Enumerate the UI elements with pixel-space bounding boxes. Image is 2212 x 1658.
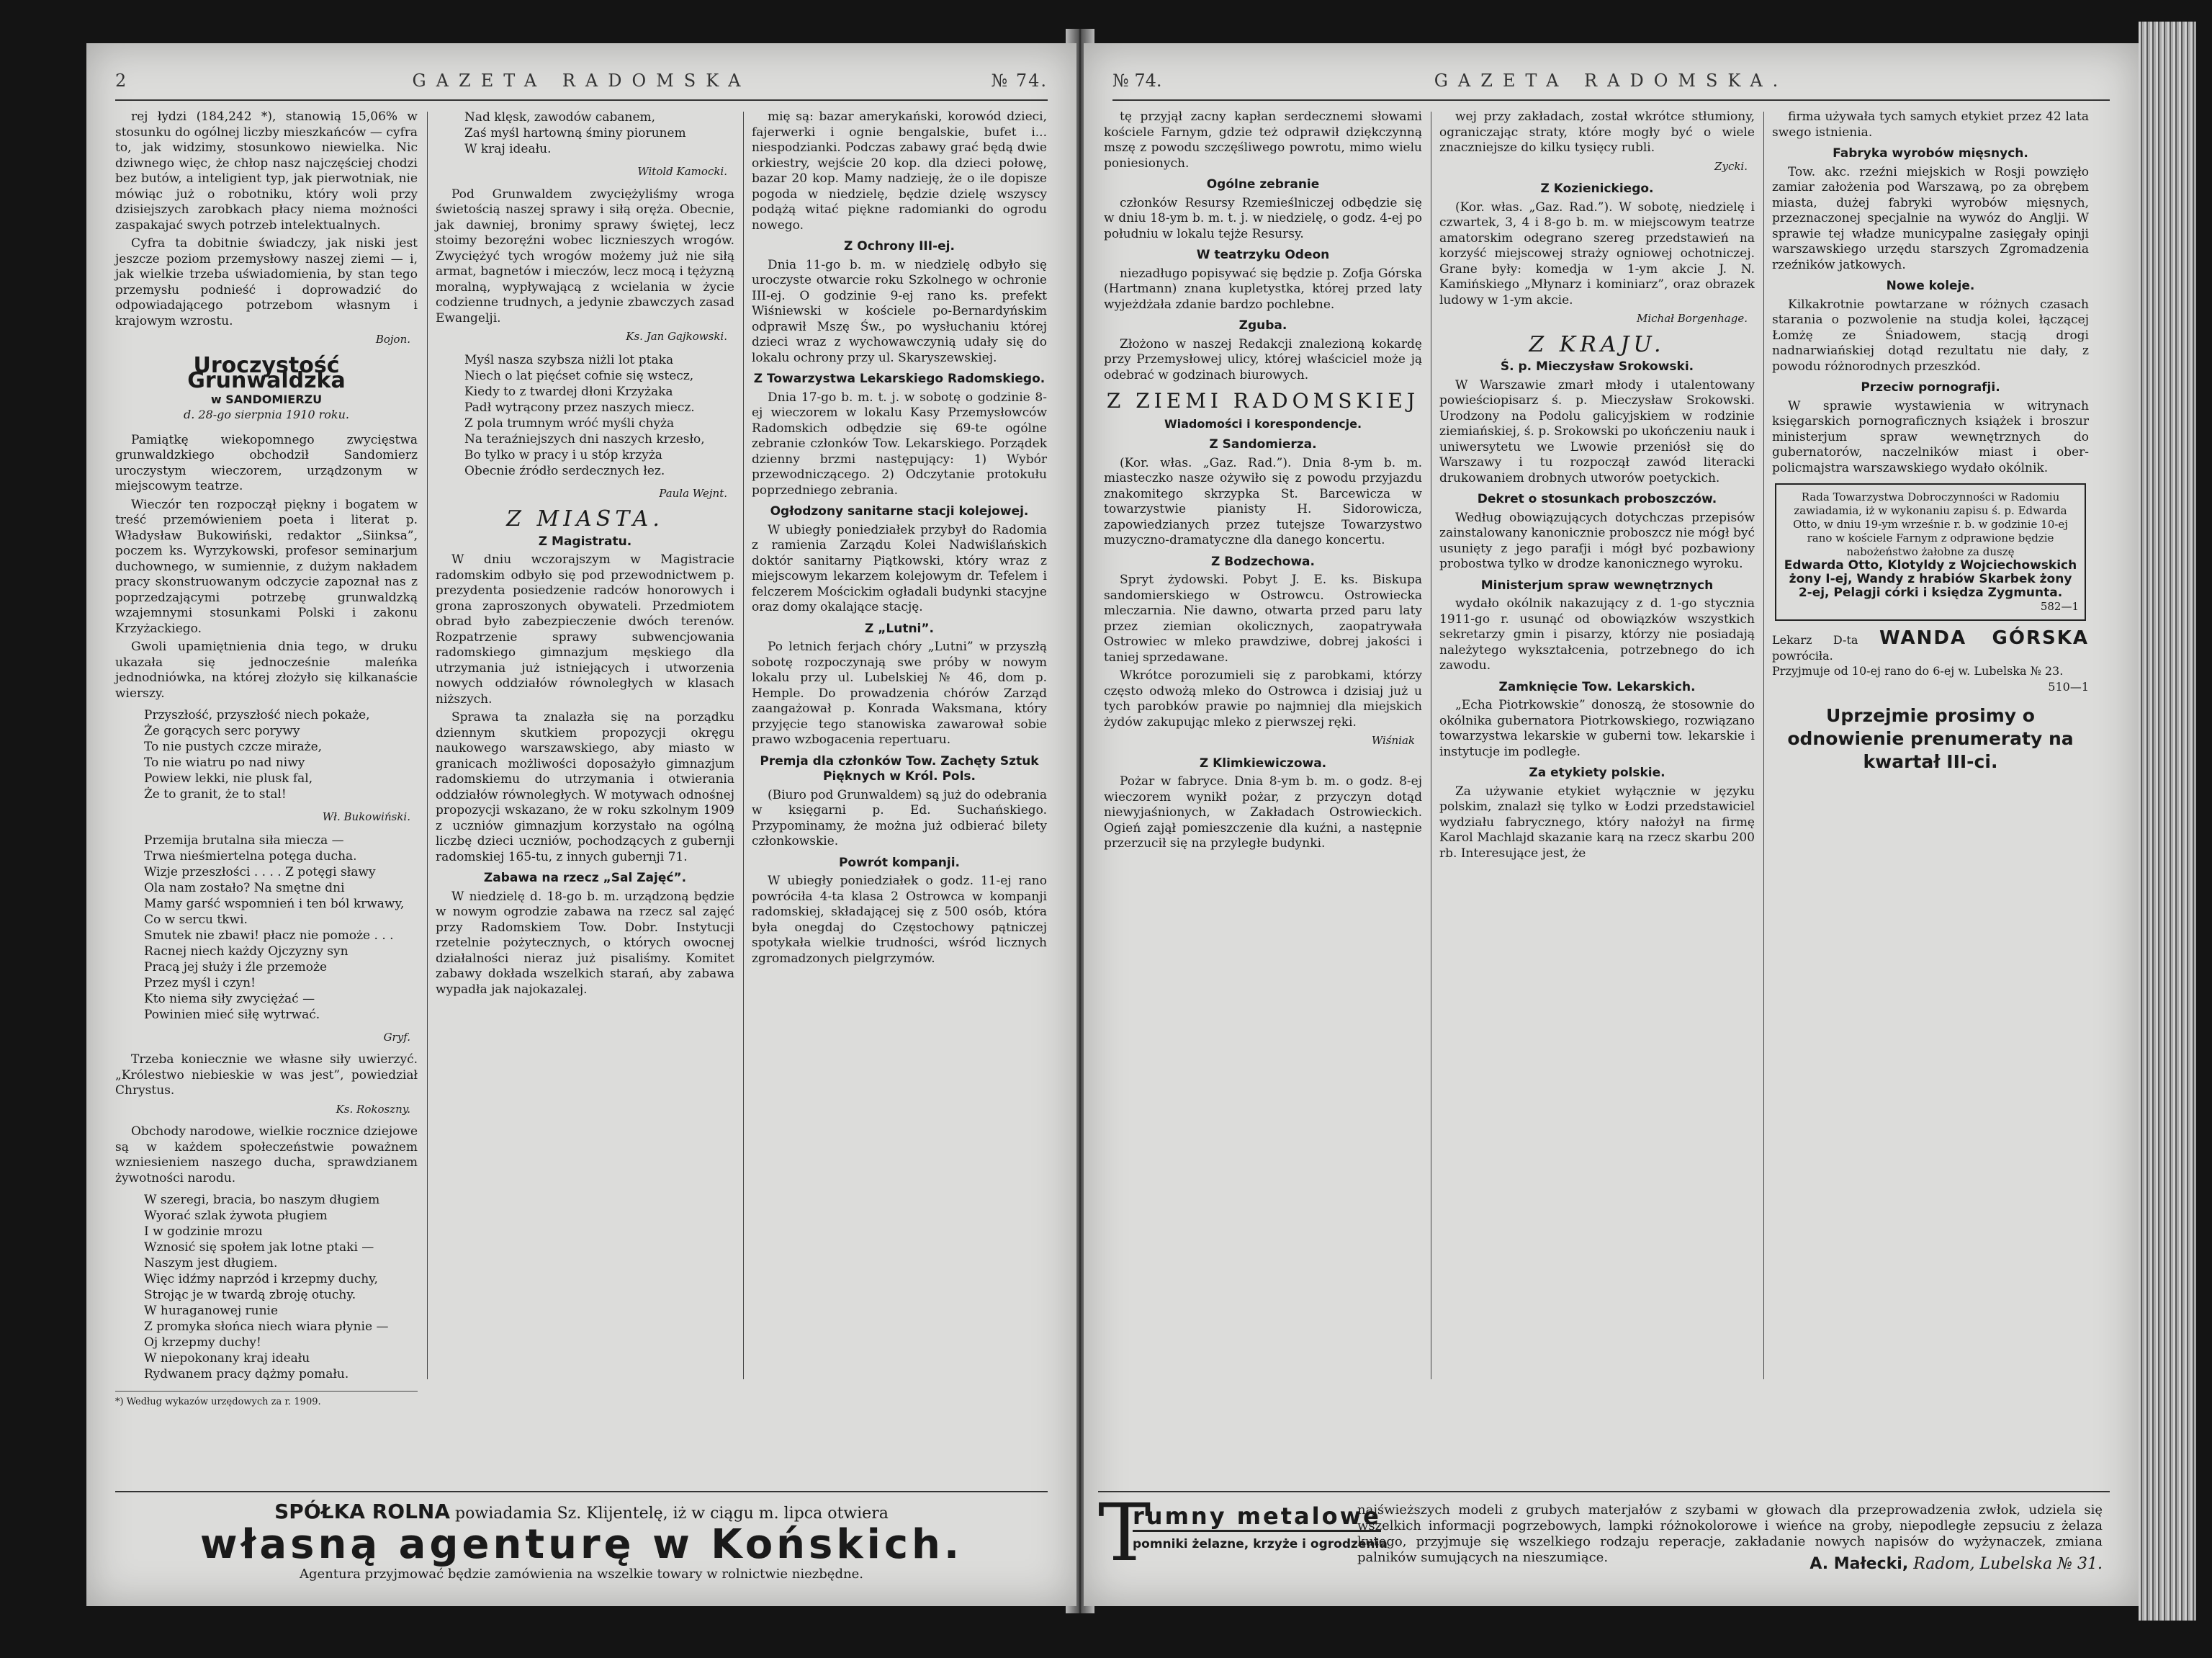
item-title: Zamknięcie Tow. Lekarskich. [1498, 679, 1696, 694]
article-text: wej przy zakładach, został wkrótce stłumiony, ograniczając straty, które mogły być o wiele znaczniejsze do kilku tysięcy rubli. [1439, 109, 1755, 155]
article-text: Wieczór ten rozpoczął piękny i bogatem w treść przemówieniem poeta i literat p. Władysław Bukowiński, redaktor „Siinksa”, poczem ks. Wyrzykowski, profesor seminarjum duchownego, w sumiennie, z dużym nakładem pracy skonstruowanym odczycie zapoznał nas z poprzedzającymi potrzebę grunwaldzką wzajemnymi stosunkami Polski i zakonu Krzyżackiego. [115, 497, 418, 636]
advertisement-trumny [1098, 1487, 2110, 1579]
poem-line: Wizje przeszłości . . . . Z potęgi sławy [144, 864, 376, 879]
poem-line: Że gorących serc porywy [144, 724, 300, 738]
ad-initial: T [1098, 1487, 1151, 1579]
column-rule [1763, 112, 1764, 1379]
poem [464, 352, 734, 479]
ad-text: powiadamia Sz. Klijentelę, iż w ciągu m. lipca otwiera [455, 1505, 889, 1523]
poem-line: Przemija brutalna siła miecza — [144, 833, 344, 848]
author-signature: Ks. Jan Gajkowski. [626, 330, 727, 343]
item-title: Zabawa na rzecz „Sal Zajęć”. [483, 871, 687, 885]
article-text: Kilkakrotnie powtarzane w różnych czasach starania o pozwolenie na studja kolei, łączącej Łomżę ze Śniadowem, stacją drogi nadnarwiańskiej dotąd rezultatu nie dały, z powodu różnorodnych przeszkód. [1772, 297, 2089, 374]
article-text: W ubiegły poniedziałek o godz. 11-ej rano powróciła 4-ta klasa 2 Ostrowca w kompanji radomskiej, składającej się z 500 osób, która była onegdaj do Częstochowy pątniczej spotykała wielkie trudności, wśród licznych zgromadzonych pielgrzymów. [752, 874, 1047, 966]
poem-line: W niepokonany kraj ideału [144, 1351, 310, 1366]
article-text: Trzeba koniecznie we własne siły uwierzyć. „Królestwo niebieskie w was jest”, powiedział Chrystus. [115, 1052, 418, 1098]
item-title: Dekret o stosunkach proboszczów. [1477, 492, 1717, 506]
article-text: W ubiegły poniedziałek przybył do Radomia z ramienia Zarządu Kolei Nadwiślańskich doktór sanitarny Piątkowski, który wraz z miejscowym lekarzem kolejowym dr. Tefelem i felczerem Mościckim ogładali budynki stacyjne oraz domy okalające stację. [752, 522, 1047, 614]
poem-line: Kto niema siły zwyciężać — [144, 991, 315, 1006]
author-signature: Ks. Rokoszny. [336, 1102, 410, 1116]
item-title: Z Klimkiewiczowa. [1199, 756, 1327, 771]
poem-line: Zaś myśl hartowną śminy piorunem [464, 126, 686, 140]
article-text: Pamiątkę wiekopomnego zwycięstwa grunwaldzkiego obchodził Sandomierz uroczystym wieczorem, urządzonym w miejscowym teatrze. [115, 432, 418, 493]
poem-line: Że to granit, że to stal! [144, 787, 287, 802]
ad-headline: własną agenturę w Końskich. [199, 1521, 963, 1568]
poem [144, 1192, 418, 1382]
article-text: Tow. akc. rzeźni miejskich w Rosji powzięło zamiar założenia pod Warszawą, po za obrębem miasta, dużej fabryki wyrobów mięsnych, przeznaczonej specjalnie na wywóz do Anglji. W sprawie tej władze municypalne zasięgały opinji warszawskiego urzędu starszych Zgromadzenia rzeźników jatkowych. [1772, 164, 2089, 272]
poem-line: To nie pustych czcze miraże, [144, 740, 323, 754]
poem-line: W huraganowej runie [144, 1304, 279, 1318]
poem-line: Padł wytrącony przez naszych miecz. [464, 400, 695, 415]
article-text: firma używała tych samych etykiet przez 42 lata swego istnienia. [1772, 109, 2089, 140]
item-title: Powrót kompanji. [838, 855, 961, 870]
article-text: wydało okólnik nakazujący z d. 1-go stycznia 1911-go r. usunąć od obowiązków wszystkich sekretarzy gmin i pisarzy, którzy nie posiadają należytego wykształcenia, potrzebnego do ich zawodu. [1439, 596, 1755, 673]
poem-line: Przez myśl i czyn! [144, 975, 256, 990]
left-page [86, 43, 1076, 1606]
poem-line: Więc idźmy naprzód i krzepmy duchy, [144, 1272, 378, 1286]
article-text: (Kor. włas. „Gaz. Rad.”). W sobotę, niedzielę i czwartek, 3, 4 i 8-go b. m. w miejscowym teatrze amatorskim odegrano szereg przedstawień na korzyść miejscowej straży ogniowej ochotniczej. Grane były: komedja w 1-ym akcie J. N. Kamińskiego „Młynarz i kominiarz”, oraz obrazek ludowy w 1-ym akcie. [1439, 200, 1755, 308]
article-text: tę przyjął zacny kapłan serdecznemi słowami kościele Farnym, gdzie też odprawił dziękczynną mszę z powodu szczęśliwego powrotu, mimo wielu poniesionych. [1104, 109, 1422, 171]
ad-signature [1809, 1555, 2103, 1573]
item-title: Premja dla członków Tow. Zachęty Sztuk Pięknych w Król. Pols. [760, 753, 1039, 784]
notice-names: Edwarda Otto, Klotyldy z Wojciechowskich żony I-ej, Wandy z hrabiów Skarbek żony 2-ej, Pelagji córki i księdza Zygmunta. [1784, 558, 2077, 600]
article-text: rej łydzi (184,242 *), stanowią 15,06% w stosunku do ogólnej liczby mieszkańców — cyfra to, jak widzimy, stosunkowo niewielka. Nic dziwnego więc, że chłop nasz najczęściej chodzi bez butów, a inteligient typ, jak pierwotniak, nie mówiąc już o robotniku, który woli przy dzisiejszych zarobkach płacy niema możności zaspakajać swych potrzeb intelektualnych. [115, 109, 418, 233]
article-text: Spryt żydowski. Pobyt J. E. ks. Biskupa sandomierskiego w Ostrowcu. Ostrowiecka mleczarnia. Nie dawno, otwarta przed paru laty przez ziemian okolicznych, zaopatrywała Ostrowiec w mleko prawdziwe, dobrej jakości i taniej sprzedawane. [1104, 573, 1422, 665]
article-text: W sprawie wystawienia w witrynach księgarskich pornograficznych książek i broszur ministerjum spraw wewnętrznych do gubernatorów, naczelników miast i ober-policmajstra warszawskiego wydało okólnik. [1772, 398, 2089, 475]
masthead: GAZETA RADOMSKA. [1434, 71, 1789, 91]
ad-line [115, 1500, 1048, 1523]
poem-line: Rydwanem pracy dążmy pomału. [144, 1367, 349, 1381]
column-2 [1439, 109, 1755, 1399]
column-3 [752, 109, 1047, 1399]
item-title: Ogłodzony sanitarne stacji kolejowej. [770, 504, 1029, 519]
poem-line: Mamy garść wspomnień i ten ból krwawy, [144, 896, 405, 911]
article-text: W Warszawie zmarł młody i utalentowany powieściopisarz ś. p. Mieczysław Srokowski. Urodzony na Podolu galicyjskiem w rodzinie ziemiańskiej, ś. p. Srokowski po ukończeniu nauk i uniwersytetu we Lwowie przeniósł się do Warszawy i tu rozpoczął zawód literacki drukowaniem drobnych utworów poetyckich. [1439, 377, 1755, 485]
ad-title: rumny metalowe [1133, 1502, 1381, 1532]
poem-line: Wyorać szlak żywota pługiem [144, 1209, 328, 1223]
poem-line: W szeregi, bracia, bo naszym długiem [144, 1193, 380, 1207]
issue-number: № 74. [991, 71, 1048, 91]
ad-text: Agentura przyjmować będzie zamówienia na wszelkie towary w rolnictwie niezbędne. [300, 1567, 863, 1582]
advertisement-spolka-rolna [115, 1491, 1048, 1582]
article-text: mię są: bazar amerykański, korowód dzieci, fajerwerki i ognie bengalskie, bufet i... niespodzianki. Podczas zabawy grać będą dwie orkiestry, wejście 20 kop. dla dzieci połowę, bazar 20 kop. Mamy nadzieję, że o ile dopisze pogoda w niedzielę, będzie dzielę wszyscy podążą witać piękne radomianki do ogrodu nowego. [752, 109, 1047, 233]
item-title: Z Ochrony III-ej. [844, 239, 955, 254]
doctor-prefix: Lekarz D-ta [1772, 633, 1858, 647]
doctor-hours: Przyjmuje od 10-ej rano do 6-ej w. Lubelska № 23. [1772, 664, 2064, 678]
article-text: (Kor. włas. „Gaz. Rad.”). Dnia 8-ym b. m. miasteczko nasze ożywiło się z powodu przyjazdu znakomitego skrzypka St. Barcewicza w towarzystwie pianisty H. Sidorowicza, zapowiedzianych przez tutejsze Towarzystwo muzyczno-dramatyczne dla danego koncertu. [1104, 455, 1422, 547]
item-title: Z Towarzystwa Lekarskiego Radomskiego. [753, 372, 1046, 386]
poem-line: Smutek nie zbawi! płacz nie pomoże . . . [144, 928, 394, 943]
item-title: Ogólne zebranie [1206, 177, 1320, 192]
doctor-notice [1772, 627, 2090, 694]
author-signature: Paula Wejnt. [659, 486, 727, 500]
column-rule [427, 112, 428, 1379]
article-text: Według obowiązujących dotychczas przepisów zainstalowany kanonicznie proboszcz nie mógł być usunięty z jego parafji i mógł być pozbawiony probostwa tylko w drodze kanonicznego wyroku. [1439, 510, 1755, 571]
doctor-suffix: powróciła. [1772, 648, 1833, 663]
article-text: „Echa Piotrkowskie” donoszą, że stosownie do okólnika gubernatora Piotrkowskiego, rozwiązano towarzystwa lekarskie w guberni tow. lekarskie i instytucje im podległe. [1439, 698, 1755, 759]
poem-line: Oj krzepmy duchy! [144, 1335, 261, 1350]
column-2 [436, 109, 734, 1399]
poem-line: Z promyka słońca niech wiara płynie — [144, 1319, 389, 1334]
article-text: Po letnich ferjach chóry „Lutni” w przyszłą sobotę rozpoczynają swe próby w nowym lokalu przy ul. Lubelskiej № 46, dom p. Hemple. Do prowadzenia chórów Zarząd zaangażował p. Konrada Waksmana, który przyjęcie tego stanowiska zawarował sobie prawo wzbogacenia repertuaru. [752, 640, 1047, 747]
poem-line: Ola nam zostało? Na smętne dni [144, 880, 345, 895]
subscription-notice: Uprzejmie prosimy o odnowienie prenumeraty na kwartał III-ci. [1787, 705, 2074, 772]
poem [464, 109, 734, 157]
article-text: Sprawa ta znalazła się na porządku dziennym skutkiem propozycji okręgu naukowego warszawskiego, aby miasto w granicach możliwości doposażyło gimnazjum radomskiemu do utrzymania i otwierania oddziałów równoległych. W motywach odnośnej propozycji wskazano, że w roku szkolnym 1909 z uczniów gimnazjum korzystało na ogólną liczbę dzieci uczniów, pochodzących z gubernji radomskiej 165-tu, z innych gubernji 71. [436, 710, 734, 864]
item-title: Zguba. [1238, 318, 1287, 333]
poem [144, 707, 418, 802]
poem-line: Niech o lat pięćset cofnie się wstecz, [464, 368, 694, 383]
author-signature: Zycki. [1714, 159, 1748, 173]
author-signature: Wł. Bukowiński. [322, 810, 410, 823]
column-1 [1104, 109, 1422, 1399]
poem-line: Nad klęsk, zawodów cabanem, [464, 110, 656, 125]
item-title: Z Kozienickiego. [1540, 182, 1654, 196]
author-signature: Gryf. [383, 1030, 410, 1044]
page-header [1112, 71, 2110, 101]
article-text: (Biuro pod Grunwaldem) są już do odebrania w księgarni p. Ed. Suchańskiego. Przypominamy, że można już odbierać bilety członkowskie. [752, 787, 1047, 848]
author-signature: Wiśniak [1371, 734, 1415, 747]
column-3 [1772, 109, 2089, 1399]
item-title: Za etykiety polskie. [1529, 766, 1665, 780]
poem-line: Powiew lekki, nie plusk fal, [144, 771, 313, 786]
article-text: W dniu wczorajszym w Magistracie radomskim odbyło się pod przewodnictwem p. prezydenta posiedzenie radców honorowych i grona zaproszonych obywateli. Przedmiotem obrad było zabezpieczenie dwóch terenów. Rozpatrzenie sprawy subwencjowania radomskiego gimnazjum męskiego dla utrzymania już istniejących i utworzenia nowych oddziałów równoległych w klasach niższych. [436, 552, 734, 707]
article-text: W niedzielę d. 18-go b. m. urządzoną będzie w nowym ogrodzie zabawa na rzecz sal zajęć przy Radomskiem Tow. Dobr. Instytucji rzetelnie pożytecznych, o których owocnej działalności nieraz już pisaliśmy. Komitet zabawy dokłada wszelkich starań, aby zabawa wypadła jak najokazalej. [436, 889, 734, 997]
item-title: Przeciw pornografji. [1861, 380, 2000, 395]
article-text: Pod Grunwaldem zwyciężyliśmy wroga świetością naszej sprawy i siłą oręża. Obecnie, jak dawniej, bronimy sprawy świętej, lecz stoimy bezoręźni wobec licznieszych wrogów. Zwyciężyć tych wrogów możemy już nie siłą armat, bagnetów i mieczów, lecz mocą i tężyzną moralną, wypływającą z wcielania w życie codzienne trudnych, a jedynie zbawczych zasad Ewangelji. [436, 187, 734, 326]
poem-line: Wznosić się społem jak lotne ptaki — [144, 1240, 374, 1255]
poem-line: Trwa nieśmiertelna potęga ducha. [144, 848, 357, 864]
poem-line: I w godzinie mrozu [144, 1224, 263, 1239]
column-1 [115, 109, 418, 1407]
item-title: Ministerjum spraw wewnętrznych [1480, 578, 1714, 593]
article-text: niezadługo popisywać się będzie p. Zofja Górska (Hartmann) znana kupletystka, której przed laty wyjeżdżała zdanie bardzo pochlebne. [1104, 266, 1422, 312]
section-heading: Z ZIEMI RADOMSKIEJ [1106, 389, 1420, 413]
article-subheading: w SANDOMIERZU [210, 392, 323, 406]
poem-line: Przyszłość, przyszłość niech pokaże, [144, 708, 370, 722]
footnote: *) Według wykazów urzędowych za r. 1909. [115, 1391, 418, 1410]
item-title: Ś. p. Mieczysław Srokowski. [1500, 359, 1694, 374]
item-title: W teatrzyku Odeon [1196, 248, 1330, 262]
item-title: Z Bodzechowa. [1211, 554, 1315, 569]
ad-signature-name: A. Małecki, [1809, 1555, 1909, 1573]
article-text: Za używanie etykiet wyłącznie w języku polskim, znalazł się tylko w Łodzi przedstawiciel wydziału fabrycznego, który nałożył na firmę Karol Machlajd skazanie karą na rzecz skarbu 200 rb. Interesujące jest, że [1439, 784, 1755, 861]
doctor-name: WANDA GÓRSKA [1879, 627, 2090, 649]
column-rule [743, 112, 744, 1379]
article-heading: Uroczystość Grunwaldzka [187, 352, 346, 393]
ad-subtitle: pomniki żelazne, krzyże i ogrodzenia [1133, 1537, 1388, 1551]
poem-line: Myśl nasza szybsza niżli lot ptaka [464, 352, 674, 367]
article-text: Pożar w fabryce. Dnia 8-ym b. m. o godz. 8-ej wieczorem wynikł pożar, z przyczyn dotąd niewyjaśnionych, w Zakładach Ostrowieckich. Ogień zajął pomieszczenie dla kuźni, a następnie przerzucił się na przyległe budynki. [1104, 774, 1422, 851]
author-signature: Bojon. [375, 333, 410, 346]
notice-text: Rada Towarzystwa Dobroczynności w Radomiu zawiadamia, iż w wykonaniu zapisu ś. p. Edwarda Otto, w dniu 19-ym wrześnie r. b. w godzinie 10-ej rano w kościele Farnym z odprawione będzie nabożeństwo żałobne za duszę [1793, 490, 2068, 558]
item-title: Fabryka wyrobów mięsnych. [1833, 146, 2028, 161]
page-header [115, 71, 1048, 101]
page-edges [2139, 22, 2196, 1621]
masthead: GAZETA RADOMSKA [412, 71, 751, 91]
ad-company: SPÓŁKA ROLNA [274, 1500, 451, 1523]
issue-number: № 74. [1112, 71, 1162, 91]
right-page [1084, 43, 2139, 1606]
section-heading: Z MIASTA. [506, 506, 664, 532]
poem-line: Bo tylko w pracy i u stóp krzyża [464, 447, 662, 462]
article-text: Wkrótce porozumieli się z parobkami, którzy często odwożą mleko do Ostrowca i dzisiaj już u tych parobków prawie po najmniej dla miejskich żydów zakupując mleko z pierwszej ręki. [1104, 668, 1422, 730]
poem-line: Na teraźniejszych dni naszych krzesło, [464, 431, 705, 447]
ad-signature-address: Radom, Lubelska № 31. [1913, 1555, 2103, 1573]
article-text: Dnia 11-go b. m. w niedzielę odbyło się uroczyste otwarcie roku Szkolnego w ochronie III-ej. O godzinie 9-ej rano ks. prefekt Wiśniewski w kościele po-Bernardyńskim odprawił Mszę Św., po wysłuchaniu której dzieci wraz z wychowawczynią udały się do lokalu ochrony przy ul. Skaryszewskiej. [752, 257, 1047, 365]
poem-line: Racnej niech każdy Ojczyzny syn [144, 944, 349, 959]
poem [144, 833, 418, 1023]
poem-line: Kiedy to z twardej dłoni Krzyżaka [464, 384, 673, 399]
ad-text: najświeższych modeli z grubych materjałów z szybami w głowach dla przeprowadzenia zwłok, udziela się wszelkich informacji pogrzebowych, lampki różnokolorowe i wieńce na groby, niepodległe zepsuciu z żelaza kutego, przyjmuje się wszelkiego rodzaju reperacje, zakładanie nowych napisów do wyżynaczek, zmiana palników sumujących na nieszumiące. [1357, 1502, 2103, 1565]
article-text: członków Resursy Rzemieślniczej odbędzie się w dniu 18-ym b. m. t. j. w niedzielę, o godz. 4-ej po południu w lokalu tejże Resursy. [1104, 195, 1422, 241]
poem-line: Obecnie źródło serdecznych łez. [464, 463, 665, 478]
item-title: Nowe koleje. [1886, 279, 1975, 293]
article-dateline: d. 28-go sierpnia 1910 roku. [183, 408, 350, 421]
item-title: Z Magistratu. [538, 534, 632, 549]
poem-line: Naszym jest długiem. [144, 1256, 278, 1271]
section-heading: Z KRAJU. [1529, 331, 1665, 357]
author-signature: Witold Kamocki. [637, 165, 727, 178]
page-number: 2 [115, 71, 127, 91]
poem-line: Pracą jej służy i źle przemoże [144, 959, 328, 974]
notice-ref: 582—1 [2040, 600, 2079, 613]
poem-line: To nie wiatru po nad niwy [144, 756, 305, 770]
item-title: Z Sandomierza. [1209, 437, 1317, 452]
item-title: Z „Lutni”. [864, 621, 935, 636]
article-text: Obchody narodowe, wielkie rocznice dziejowe są w każdem społeczeństwie poważnem wzniesieniem naszego ducha, sprawdzianem żywotności narodu. [115, 1124, 418, 1186]
author-signature: Michał Borgenhage. [1636, 312, 1748, 325]
poem-line: Powinien mieć siłę wytrwać. [144, 1007, 320, 1022]
article-text: Dnia 17-go b. m. t. j. w sobotę o godzinie 8-ej wieczorem w lokalu Kasy Przemysłowców Radomskich odbędzie się 69-te ogólne zebranie członków Tow. Lekarskiego. Porządek dzienny brzmi następujący: 1) Wybór przewodniczącego. 2) Odczytanie protokułu poprzedniego zebrania. [752, 390, 1047, 498]
section-subheading: Wiadomości i korespondencje. [1164, 416, 1362, 431]
poem-line: Co w sercu tkwi. [144, 912, 248, 927]
poem-line: Strojąc je w twardą zbroję otuchy. [144, 1288, 356, 1302]
poem-line: Z pola trumnym wróć myśli chyża [464, 416, 675, 431]
article-text: Gwoli upamiętnienia dnia tego, w druku ukazała się jednocześnie maleńka jednodniówka, na której złożyło się kilkanaście wierszy. [115, 640, 418, 701]
doctor-ref: 510—1 [2048, 679, 2089, 694]
poem-line: W kraj ideału. [464, 142, 552, 156]
funeral-notice-box [1775, 483, 2086, 621]
article-text: Złożono w naszej Redakcji znalezioną kokardę przy Przemysłowej ulicy, której właściciel może ją odebrać w godzinach biurowych. [1104, 336, 1422, 382]
article-text: Cyfra ta dobitnie świadczy, jak niski jest jeszcze poziom przemysłowy naszej ziemi — i, jak wielkie trzeba uświadomienia, by stan tego przemysłu podnieść i doprowadzić do odpowiadającego potrzebom własnym i krajowym wzrostu. [115, 236, 418, 328]
